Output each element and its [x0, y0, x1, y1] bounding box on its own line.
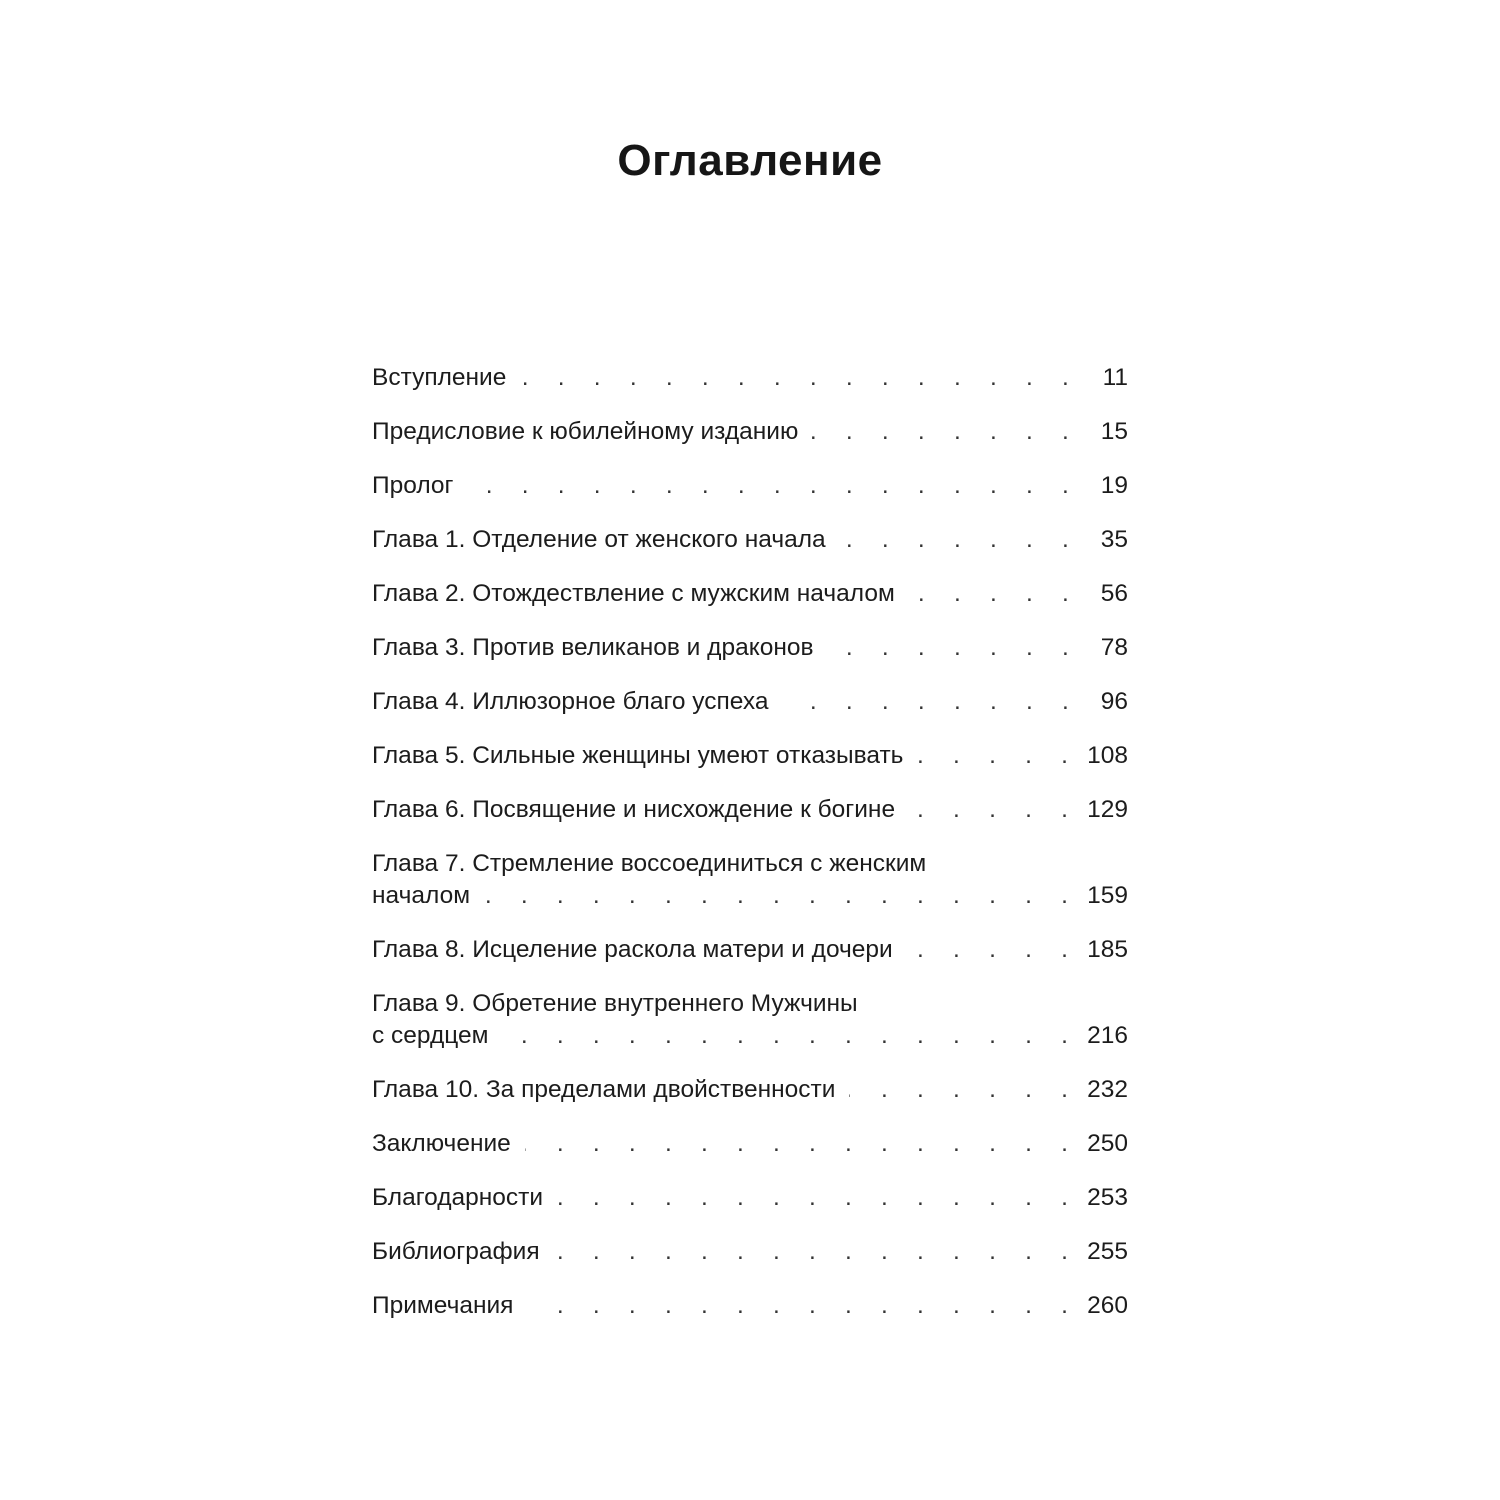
toc-entry-chapter-9[interactable]	[372, 988, 1128, 1052]
toc-entry-title: Глава 8. Исцеление раскола матери и дочери	[372, 936, 893, 963]
toc-entry-page: 250	[1087, 1130, 1128, 1157]
dot-leader	[909, 578, 1080, 610]
toc-entry-preface[interactable]	[372, 416, 1128, 448]
toc-entry-chapter-7[interactable]	[372, 848, 1128, 912]
toc-entry-title: Глава 3. Против великанов и драконов	[372, 634, 814, 661]
dot-leader	[849, 1074, 1079, 1106]
toc-entry-page: 15	[1100, 418, 1128, 445]
toc-entry-title: Глава 10. За пределами двойственности	[372, 1076, 836, 1103]
dot-leader	[527, 1290, 1079, 1322]
toc-entry-page: 56	[1100, 580, 1128, 607]
toc-entry-page: 260	[1087, 1292, 1128, 1319]
toc-entry-title: с сердцем	[372, 1022, 489, 1049]
toc-entry-page: 108	[1087, 742, 1128, 769]
dot-leader	[484, 880, 1079, 912]
table-of-contents	[372, 362, 1128, 1344]
dot-leader	[467, 470, 1080, 502]
dot-leader	[520, 362, 1080, 394]
toc-entry-intro[interactable]	[372, 362, 1128, 394]
toc-entry-title: Благодарности	[372, 1184, 544, 1211]
toc-entry-title: Предисловие к юбилейному изданию	[372, 418, 799, 445]
toc-entry-title: Глава 1. Отделение от женского начала	[372, 526, 826, 553]
toc-entry-title: Библиография	[372, 1238, 540, 1265]
toc-entry-chapter-5[interactable]	[372, 740, 1128, 772]
toc-entry-chapter-3[interactable]	[372, 632, 1128, 664]
dot-leader	[557, 1182, 1079, 1214]
toc-entry-chapter-10[interactable]	[372, 1074, 1128, 1106]
dot-leader	[909, 794, 1079, 826]
dot-leader	[917, 740, 1079, 772]
toc-entry-title: Заключение	[372, 1130, 511, 1157]
toc-entry-page: 159	[1087, 882, 1128, 909]
toc-entry-title: Вступление	[372, 364, 507, 391]
toc-entry-title: Глава 2. Отождествление с мужским началом	[372, 580, 895, 607]
toc-entry-title: Пролог	[372, 472, 454, 499]
dot-leader	[503, 1020, 1080, 1052]
toc-entry-conclusion[interactable]	[372, 1128, 1128, 1160]
toc-entry-notes[interactable]	[372, 1290, 1128, 1322]
dot-leader	[525, 1128, 1079, 1160]
toc-entry-page: 232	[1087, 1076, 1128, 1103]
toc-entry-acknowledgements[interactable]	[372, 1182, 1128, 1214]
dot-leader	[907, 934, 1079, 966]
toc-entry-chapter-2[interactable]	[372, 578, 1128, 610]
toc-entry-chapter-1[interactable]	[372, 524, 1128, 556]
toc-entry-page: 216	[1087, 1022, 1128, 1049]
dot-leader	[812, 416, 1080, 448]
toc-entry-page: 19	[1100, 472, 1128, 499]
toc-entry-title: Глава 5. Сильные женщины умеют отказывать	[372, 742, 904, 769]
toc-entry-title: началом	[372, 882, 471, 909]
page-title: Оглавление	[617, 136, 883, 185]
toc-entry-chapter-4[interactable]	[372, 686, 1128, 718]
toc-entry-page: 253	[1087, 1184, 1128, 1211]
toc-entry-page: 185	[1087, 936, 1128, 963]
toc-entry-title: Глава 4. Иллюзорное благо успеха	[372, 688, 769, 715]
toc-entry-bibliography[interactable]	[372, 1236, 1128, 1268]
toc-entry-page: 96	[1100, 688, 1128, 715]
toc-entry-page: 129	[1087, 796, 1128, 823]
dot-leader	[828, 632, 1080, 664]
toc-entry-chapter-8[interactable]	[372, 934, 1128, 966]
toc-entry-title: Примечания	[372, 1292, 514, 1319]
dot-leader	[782, 686, 1080, 718]
dot-leader	[840, 524, 1080, 556]
toc-entry-prologue[interactable]	[372, 470, 1128, 502]
toc-entry-page: 255	[1087, 1238, 1128, 1265]
toc-entry-page: 35	[1100, 526, 1128, 553]
dot-leader	[554, 1236, 1080, 1268]
toc-entry-title-line1: Глава 7. Стремление воссоединиться с женским	[372, 850, 927, 877]
toc-entry-page: 11	[1102, 364, 1128, 391]
toc-entry-title: Глава 6. Посвящение и нисхождение к богине	[372, 796, 896, 823]
toc-entry-chapter-6[interactable]	[372, 794, 1128, 826]
toc-entry-page: 78	[1100, 634, 1128, 661]
toc-entry-title-line1: Глава 9. Обретение внутреннего Мужчины	[372, 990, 858, 1017]
